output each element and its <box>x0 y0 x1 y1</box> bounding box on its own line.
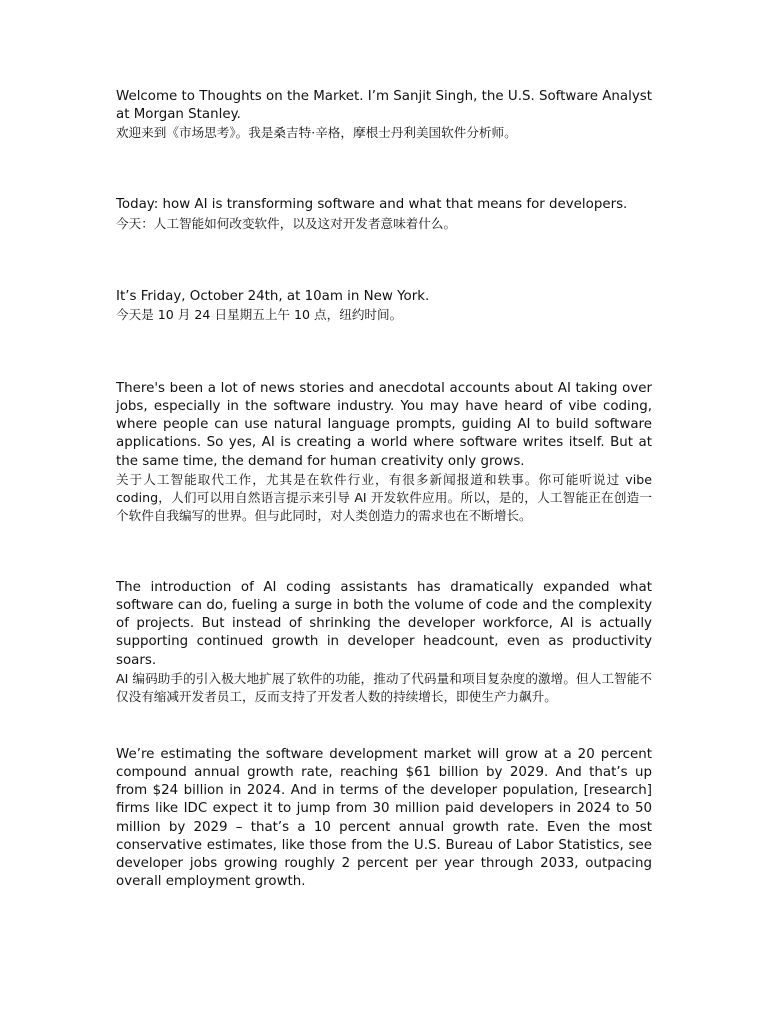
paragraph-english: There's been a lot of news stories and anecdotal accounts about AI taking over jobs, especially in the software industry. You may have heard of vibe coding, where people can use natural language prompts, guiding AI to build software applications. So yes, AI is creating a world where software writes itself. But at the same time, the demand for human creativity only grows. <box>116 380 652 469</box>
paragraph-topic <box>116 196 652 232</box>
paragraph-chinese: 今天：人工智能如何改变软件，以及这对开发者意味着什么。 <box>116 215 457 231</box>
paragraph-english: Welcome to Thoughts on the Market. I’m Sanjit Singh, the U.S. Software Analyst at Morgan Stanley. <box>116 89 652 123</box>
paragraph-spacer <box>116 525 652 579</box>
document-page <box>116 88 652 891</box>
paragraph-market-estimates <box>116 746 652 892</box>
paragraph-welcome <box>116 88 652 142</box>
paragraph-ai-jobs <box>116 380 652 525</box>
paragraph-english: The introduction of AI coding assistants has dramatically expanded what software can do, fueling a surge in both the volume of code and the complexity of projects. But instead of shrinking the developer workforce, AI is actually supporting continued growth in developer headcount, even as productivity soars. <box>116 579 652 668</box>
paragraph-date <box>116 288 652 324</box>
paragraph-spacer <box>116 233 652 288</box>
paragraph-chinese: 欢迎来到《市场思考》。我是桑吉特·辛格，摩根士丹利美国软件分析师。 <box>116 125 517 141</box>
paragraph-spacer <box>116 142 652 196</box>
paragraph-chinese: 今天是 10 月 24 日星期五上午 10 点，纽约时间。 <box>116 306 403 322</box>
paragraph-chinese: AI 编码助手的引入极大地扩展了软件的功能，推动了代码量和项目复杂度的激增。但人工智能不仅没有缩减开发者员工，反而支持了开发者人数的持续增长，即使生产力飙升。 <box>116 670 652 704</box>
paragraph-spacer <box>116 324 652 380</box>
paragraph-english: We’re estimating the software development market will grow at a 20 percent compound annual growth rate, reaching $61 billion by 2029. And that’s up from $24 billion in 2024. And in terms of the developer population, [research] firms like IDC expect it to jump from 30 million paid developers in 2024 to 50 million by 2029 – that’s a 10 percent annual growth rate. Even the most conservative estimates, like those from the U.S. Bureau of Labor Statistics, see developer jobs growing roughly 2 percent per year through 2033, outpacing overall employment growth. <box>116 746 652 890</box>
paragraph-english: It’s Friday, October 24th, at 10am in New York. <box>116 288 430 304</box>
paragraph-coding-assistants <box>116 579 652 706</box>
paragraph-chinese: 关于人工智能取代工作，尤其是在软件行业，有很多新闻报道和轶事。你可能听说过 vibe coding，人们可以用自然语言提示来引导 AI 开发软件应用。所以，是的，人工智能正在创造一个软件自我编写的世界。但与此同时，对人类创造力的需求也在不断增长。 <box>116 471 652 523</box>
paragraph-english: Today: how AI is transforming software and what that means for developers. <box>116 197 628 213</box>
paragraph-spacer <box>116 706 652 746</box>
